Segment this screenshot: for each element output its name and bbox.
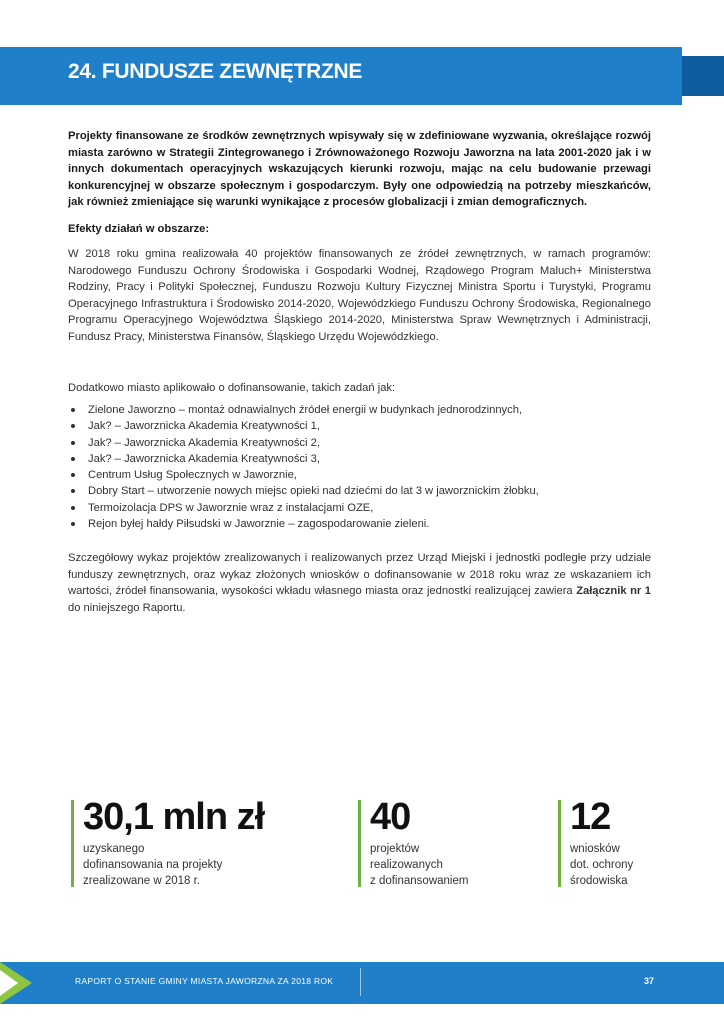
projects-paragraph: W 2018 roku gmina realizowała 40 projektów finansowanych ze źródeł zewnętrznych, w ramach programów: Narodowego Funduszu Ochrony Środowiska i Gospodarki Wodnej, Rządowego Program Maluch+ Ministerstwa Rodziny, Pracy i Polityki Społecznej, Funduszu Rozwoju Kultury Fizycznej Ministra Sportu i Turystyki, Programu Operacyjnego Infrastruktura i Środowisko 2014-2020, Wojewódzkiego Funduszu Ochrony Środowiska, Regionalnego Programu Operacyjnego Województwa Śląskiego 2014-2020, Ministerstwa Spraw Wewnętrznych i Administracji, Fundusz Pracy, Ministerstwa Finansów, Śląskiego Urzędu Wojewódzkiego.	[68, 248, 651, 343]
stat-description	[570, 841, 680, 889]
summary-text: Szczegółowy wykaz projektów zrealizowanych i realizowanych przez Urząd Miejski i jednostki podległe przy udziale funduszy zewnętrznych, oraz wykaz złożonych wniosków o dofinansowanie w 2018 roku wraz ze wskazaniem ich wartości, źródeł finansowania, wysokości wkładu własnego miasta oraz jednostki realizującej zawiera	[68, 552, 651, 597]
stat-divider	[71, 800, 74, 887]
stat-description	[370, 841, 540, 889]
list-item: Zielone Jaworzno – montaż odnawialnych źródeł energii w budynkach jednorodzinnych,	[68, 402, 651, 418]
task-list	[68, 402, 651, 532]
extra-applications-intro: Dodatkowo miasto aplikowało o dofinansowanie, takich zadań jak:	[68, 382, 396, 394]
list-item: Centrum Usług Społecznych w Jaworznie,	[68, 467, 651, 483]
stat-applications	[558, 795, 680, 887]
attachment-reference: Załącznik nr 1	[576, 585, 651, 597]
section-title: 24. FUNDUSZE ZEWNĘTRZNE	[68, 60, 363, 83]
stat-line: projektów	[370, 843, 420, 855]
page-number: 37	[644, 976, 655, 986]
stat-line: dot. ochrony	[570, 859, 634, 871]
chevron-inner-icon	[0, 970, 18, 996]
stat-funding	[71, 795, 303, 887]
stat-divider	[358, 800, 361, 887]
list-item: Termoizolacja DPS w Jaworznie wraz z instalacjami OZE,	[68, 500, 651, 516]
summary-text-end: do niniejszego Raportu.	[68, 601, 186, 614]
list-item: Dobry Start – utworzenie nowych miejsc opieki nad dziećmi do lat 3 w jaworznickim żłobku,	[68, 483, 651, 499]
stat-line: realizowanych	[370, 859, 443, 871]
stat-line: dofinansowania na projekty	[83, 859, 223, 871]
section-header-accent	[682, 56, 724, 96]
summary-paragraph	[68, 550, 651, 616]
effects-heading: Efekty działań w obszarze:	[68, 223, 210, 235]
list-item: Jak? – Jaworznicka Akademia Kreatywności 3,	[68, 451, 651, 467]
stat-value: 30,1 mln zł	[83, 796, 265, 838]
footer-divider	[360, 968, 361, 996]
stat-line: środowiska	[570, 875, 628, 887]
stat-value: 40	[370, 796, 411, 838]
stat-description	[83, 841, 303, 889]
stat-line: zrealizowane w 2018 r.	[83, 875, 200, 887]
stat-line: z dofinansowaniem	[370, 875, 469, 887]
stat-line: wniosków	[570, 843, 620, 855]
list-item: Jak? – Jaworznicka Akademia Kreatywności 2,	[68, 435, 651, 451]
stat-value: 12	[570, 796, 611, 838]
stat-divider	[558, 800, 561, 887]
list-item: Rejon byłej hałdy Piłsudski w Jaworznie – zagospodarowanie zieleni.	[68, 516, 651, 532]
intro-paragraph: Projekty finansowane ze środków zewnętrznych wpisywały się w zdefiniowane wyzwania, określające rozwój miasta zarówno w Strategii Zintegrowanego i Zrównoważonego Rozwoju Jaworzna na lata 2001-2020 jak i w innych dokumentach operacyjnych wskazujących kierunki rozwoju, mając na celu budowanie przewagi konkurencyjnej w obszarze społecznym i gospodarczym. Były one odpowiedzią na potrzeby mieszkańców, jak również zmieniające się warunki wynikające z procesów globalizacji i zmian demograficznych.	[68, 130, 651, 208]
footer-report-title: RAPORT O STANIE GMINY MIASTA JAWORZNA ZA 2018 ROK	[75, 976, 334, 986]
list-item: Jak? – Jaworznicka Akademia Kreatywności 1,	[68, 418, 651, 434]
stat-projects	[358, 795, 540, 887]
stat-line: uzyskanego	[83, 843, 145, 855]
